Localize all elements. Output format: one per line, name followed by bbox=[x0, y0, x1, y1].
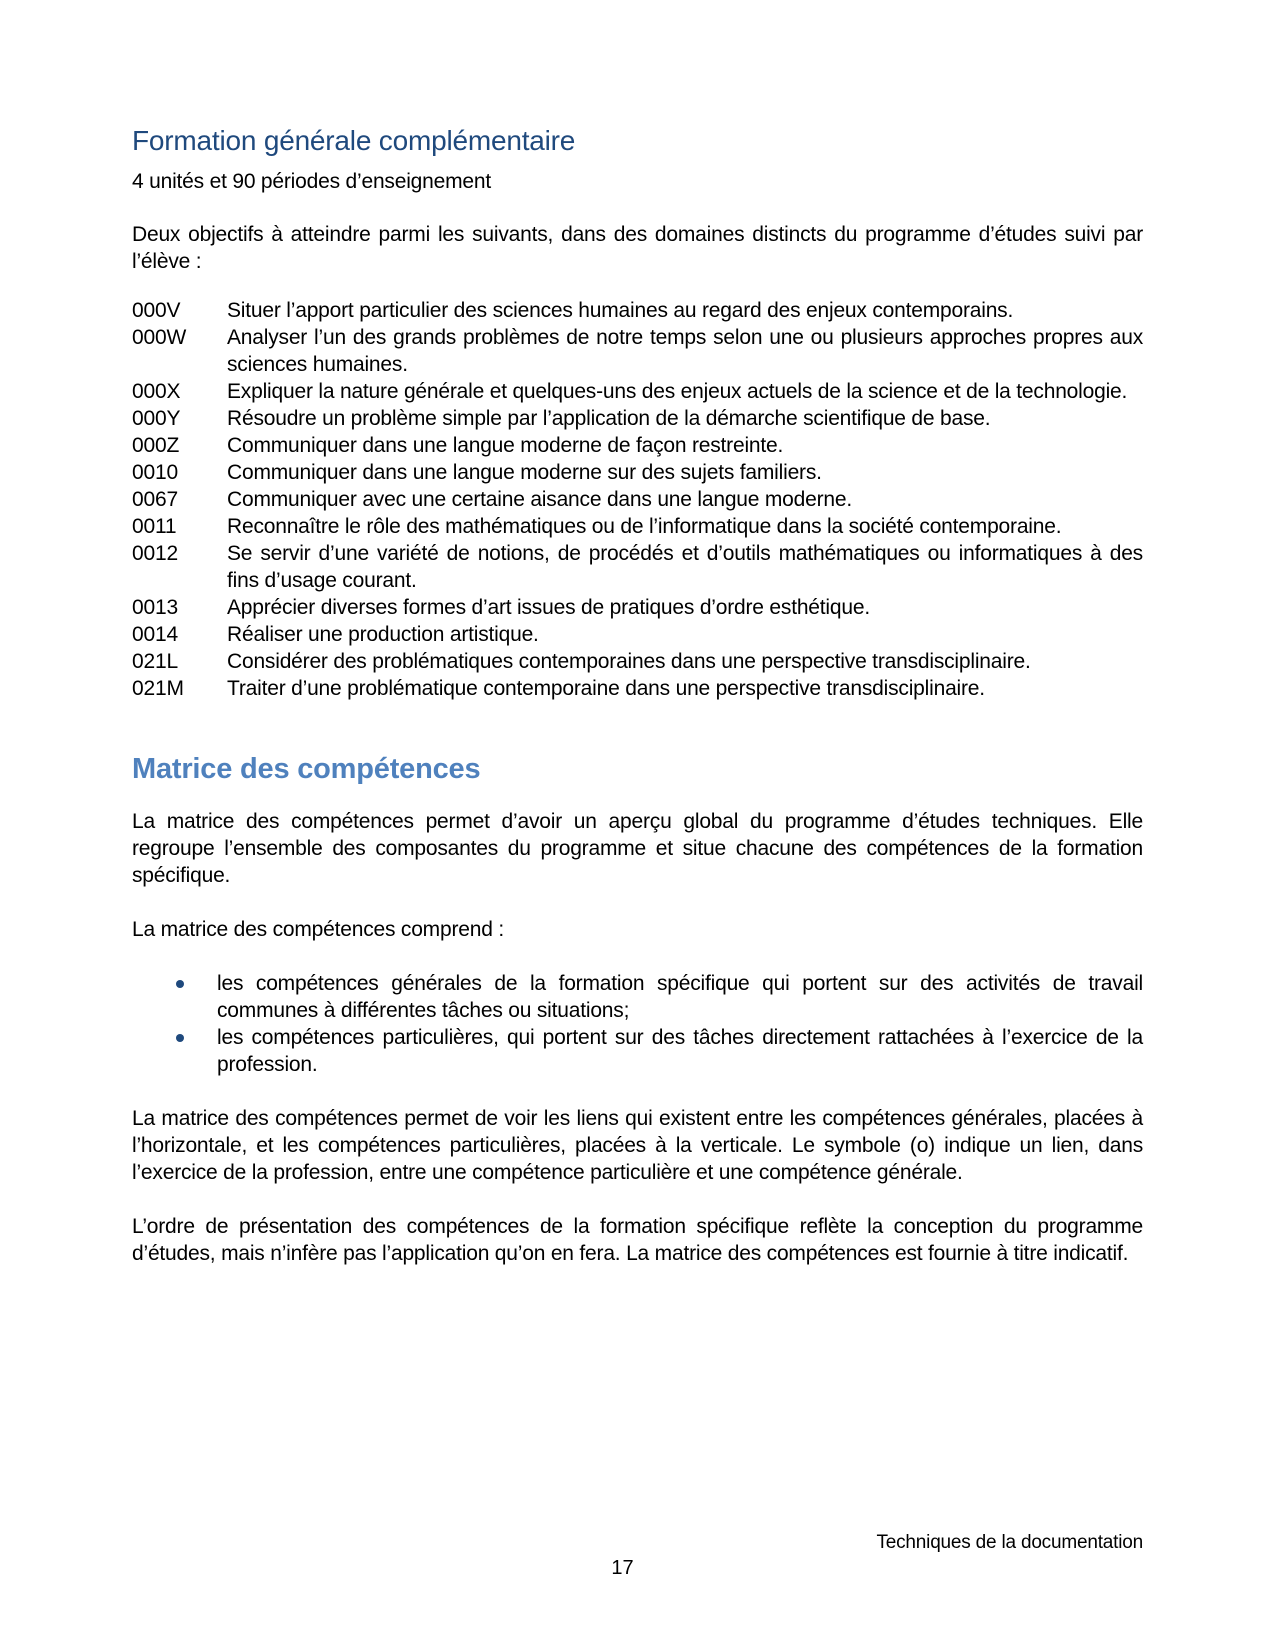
bullet-item bbox=[132, 1024, 1143, 1078]
objective-row bbox=[132, 513, 1143, 540]
objective-row bbox=[132, 486, 1143, 513]
objective-text: Expliquer la nature générale et quelques-uns des enjeux actuels de la science et de la technologie. bbox=[227, 380, 1128, 403]
objective-row bbox=[132, 648, 1143, 675]
objective-code: 000V bbox=[132, 299, 181, 322]
objective-text: Apprécier diverses formes d’art issues de pratiques d’ordre esthétique. bbox=[227, 596, 870, 619]
matrix-paragraph-1: La matrice des compétences permet d’avoir un aperçu global du programme d’études techniques. Elle regroupe l’ensemble des composantes du programme et situe chacune des compétences de la formation spécifique. bbox=[132, 810, 1143, 887]
intro-paragraph: Deux objectifs à atteindre parmi les suivants, dans des domaines distincts du programme d’études suivi par l’élève : bbox=[132, 223, 1143, 273]
matrix-list-intro: La matrice des compétences comprend : bbox=[132, 918, 504, 941]
bullet-item bbox=[132, 970, 1143, 1024]
objective-code: 0012 bbox=[132, 542, 178, 565]
footer-document-title: Techniques de la documentation bbox=[876, 1532, 1143, 1553]
objective-row bbox=[132, 459, 1143, 486]
objective-row bbox=[132, 297, 1143, 324]
units-line: 4 unités et 90 périodes d’enseignement bbox=[132, 170, 491, 193]
section-title: Formation générale complémentaire bbox=[132, 125, 576, 156]
bullet-marker bbox=[132, 1024, 217, 1078]
objective-row bbox=[132, 621, 1143, 648]
objective-text: Communiquer dans une langue moderne de façon restreinte. bbox=[227, 434, 784, 457]
objective-text: Communiquer dans une langue moderne sur des sujets familiers. bbox=[227, 461, 822, 484]
matrix-bullet-list bbox=[132, 970, 1143, 1078]
objective-code: 021L bbox=[132, 650, 178, 673]
objective-code: 0014 bbox=[132, 623, 178, 646]
bullet-text: les compétences générales de la formation spécifique qui portent sur des activités de travail communes à différentes tâches ou situations; bbox=[217, 972, 1143, 1022]
footer-page-number: 17 bbox=[611, 1557, 634, 1579]
matrix-section-title: Matrice des compétences bbox=[132, 753, 481, 785]
objective-code: 000Z bbox=[132, 434, 180, 457]
matrix-paragraph-2: La matrice des compétences permet de voir les liens qui existent entre les compétences générales, placées à l’horizontale, et les compétences particulières, placées à la verticale. Le symbole (o) indique un lien, dans l’exercice de la profession, entre une compétence particulière et une compétence générale. bbox=[132, 1107, 1143, 1184]
objective-text: Analyser l’un des grands problèmes de notre temps selon une ou plusieurs approches propres aux sciences humaines. bbox=[227, 326, 1143, 376]
objective-text: Réaliser une production artistique. bbox=[227, 623, 539, 646]
objective-row bbox=[132, 432, 1143, 459]
page-content bbox=[132, 124, 1143, 1267]
objective-text: Considérer des problématiques contemporaines dans une perspective transdisciplinaire. bbox=[227, 650, 1031, 673]
objective-code: 000Y bbox=[132, 407, 181, 430]
objectives-list bbox=[132, 297, 1143, 702]
objective-row bbox=[132, 540, 1143, 594]
objective-text: Situer l’apport particulier des sciences humaines au regard des enjeux contemporains. bbox=[227, 299, 1014, 322]
objective-code: 000W bbox=[132, 326, 187, 349]
bullet-marker bbox=[132, 970, 217, 1024]
objective-row bbox=[132, 405, 1143, 432]
objective-code: 000X bbox=[132, 380, 181, 403]
objective-code: 021M bbox=[132, 677, 184, 700]
objective-text: Se servir d’une variété de notions, de procédés et d’outils mathématiques ou informatiques à des fins d’usage courant. bbox=[227, 542, 1143, 592]
objective-row bbox=[132, 594, 1143, 621]
objective-text: Résoudre un problème simple par l’application de la démarche scientifique de base. bbox=[227, 407, 991, 430]
bullet-dot-icon bbox=[176, 1034, 184, 1042]
objective-code: 0011 bbox=[132, 515, 177, 538]
objective-text: Reconnaître le rôle des mathématiques ou de l’informatique dans la société contemporaine. bbox=[227, 515, 1062, 538]
matrix-paragraph-3: L’ordre de présentation des compétences de la formation spécifique reflète la conception du programme d’études, mais n’infère pas l’application qu’on en fera. La matrice des compétences est fournie à titre indicatif. bbox=[132, 1215, 1143, 1265]
bullet-text: les compétences particulières, qui portent sur des tâches directement rattachées à l’exercice de la profession. bbox=[217, 1026, 1143, 1076]
objective-row bbox=[132, 324, 1143, 378]
objective-code: 0013 bbox=[132, 596, 178, 619]
objective-code: 0010 bbox=[132, 461, 178, 484]
objective-row bbox=[132, 378, 1143, 405]
objective-code: 0067 bbox=[132, 488, 178, 511]
bullet-dot-icon bbox=[176, 980, 184, 988]
objective-text: Communiquer avec une certaine aisance dans une langue moderne. bbox=[227, 488, 853, 511]
objective-row bbox=[132, 675, 1143, 702]
objective-text: Traiter d’une problématique contemporaine dans une perspective transdisciplinaire. bbox=[227, 677, 985, 700]
